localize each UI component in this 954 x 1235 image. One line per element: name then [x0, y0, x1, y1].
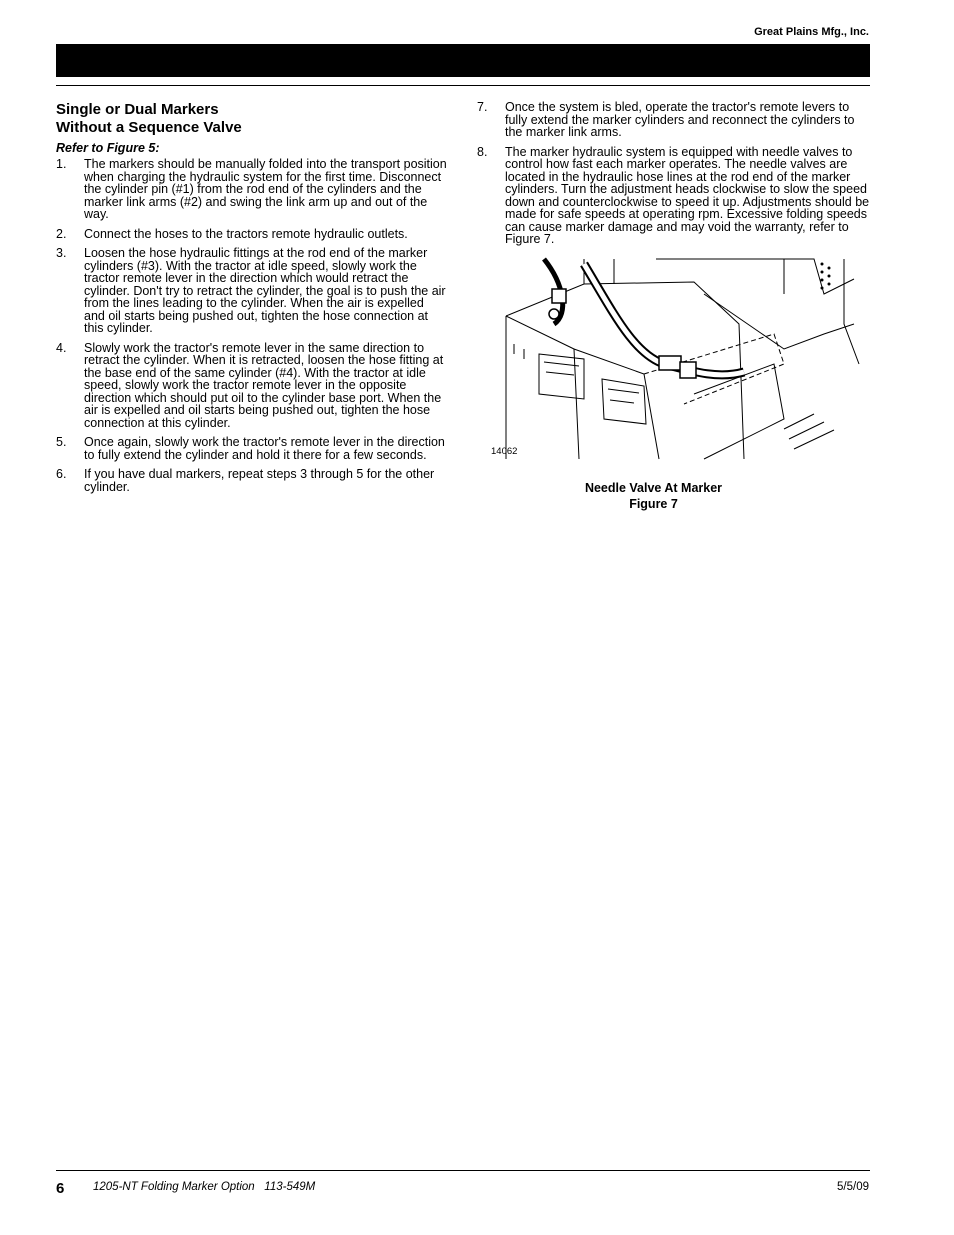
step-text: If you have dual markers, repeat steps 3 through 5 for the other cylinder.: [84, 467, 435, 494]
step-number: 2.: [56, 226, 67, 241]
steps-list-right: [477, 101, 870, 246]
header-rule: [56, 85, 870, 86]
figure-caption: [477, 480, 830, 512]
section-title: [56, 101, 448, 137]
list-item: [56, 228, 448, 241]
step-number: 7.: [477, 100, 488, 114]
list-item: [477, 101, 870, 139]
left-column: [56, 101, 448, 500]
document-title: 1205-NT Folding Marker Option 113-549M: [93, 1181, 316, 1193]
list-item: [477, 146, 870, 246]
list-item: [56, 342, 448, 430]
step-number: 6.: [56, 467, 67, 481]
list-item: [56, 158, 448, 221]
figure-id: 14062: [491, 445, 518, 457]
step-number: 8.: [477, 144, 488, 159]
right-column: [477, 101, 870, 512]
step-text: Once the system is bled, operate the tractor's remote levers to fully extend the marker cylinders and reconnect the cylinders to the marker link arms.: [505, 100, 855, 139]
step-text: Loosen the hose hydraulic fittings at the rod end of the marker cylinders (#3). With the tractor at idle speed, slowly work the tractor remote lever in the direction which would retract the cylinder. Don't try to retract the cylinder, the goal is to push the air from the lines leading to the cylinder. When the air is expelled and oil starts being pushed out, tighten the hose connection at this cylinder.: [84, 246, 446, 335]
figure-caption-title: Needle Valve At Marker: [584, 480, 723, 495]
list-item: [56, 436, 448, 461]
header-bar: [56, 44, 870, 77]
steps-list-left: [56, 158, 448, 493]
step-number: 5.: [56, 435, 67, 449]
list-item: [56, 468, 448, 493]
section-title-line2: Without a Sequence Valve: [56, 119, 242, 136]
page-number: 6: [56, 1180, 65, 1197]
step-number: 1.: [56, 157, 67, 171]
document-date: 5/5/09: [837, 1181, 869, 1193]
step-text: The markers should be manually folded into the transport position when charging the hydraulic system for the first time. Disconnect the cylinder pin (#1) from the rod end of the cylinders and the marker link arms (#2) and swing the link arm up and out of the way.: [84, 157, 447, 221]
company-name: Great Plains Mfg., Inc.: [754, 26, 869, 38]
step-text: Connect the hoses to the tractors remote hydraulic outlets.: [84, 226, 408, 241]
step-text: Slowly work the tractor's remote lever in the same direction to retract the cylinder. When it is retracted, loosen the hose fitting at the base end of the same cylinder (#4). With the tractor at idle speed, slowly work the tractor remote lever in the opposite direction which should put oil to the cylinder base port. When the air is expelled and oil starts being pushed out, tighten the hose connection at this cylinder.: [84, 340, 444, 430]
needle-valve-illustration: [484, 254, 864, 464]
refer-note: Refer to Figure 5:: [56, 141, 160, 155]
list-item: [56, 247, 448, 335]
step-text: Once again, slowly work the tractor's remote lever in the direction to fully extend the cylinder and hold it there for a few seconds.: [84, 435, 445, 462]
figure-7: [477, 254, 870, 464]
step-number: 3.: [56, 246, 67, 260]
figure-caption-label: Figure 7: [629, 496, 678, 511]
step-number: 4.: [56, 340, 67, 355]
section-title-line1: Single or Dual Markers: [56, 101, 219, 118]
step-text: The marker hydraulic system is equipped with needle valves to control how fast each marker operates. The needle valves are located in the hydraulic hose lines at the rod end of the marker cylinders. Turn the adjustment heads clockwise to slow the speed down and counterclockwise to speed it up. Adjustments should be made for safe speeds at operating rpm. Excessive folding speeds can cause marker damage and may void the warranty, refer to Figure 7.: [505, 144, 870, 246]
footer-rule: [56, 1170, 870, 1171]
